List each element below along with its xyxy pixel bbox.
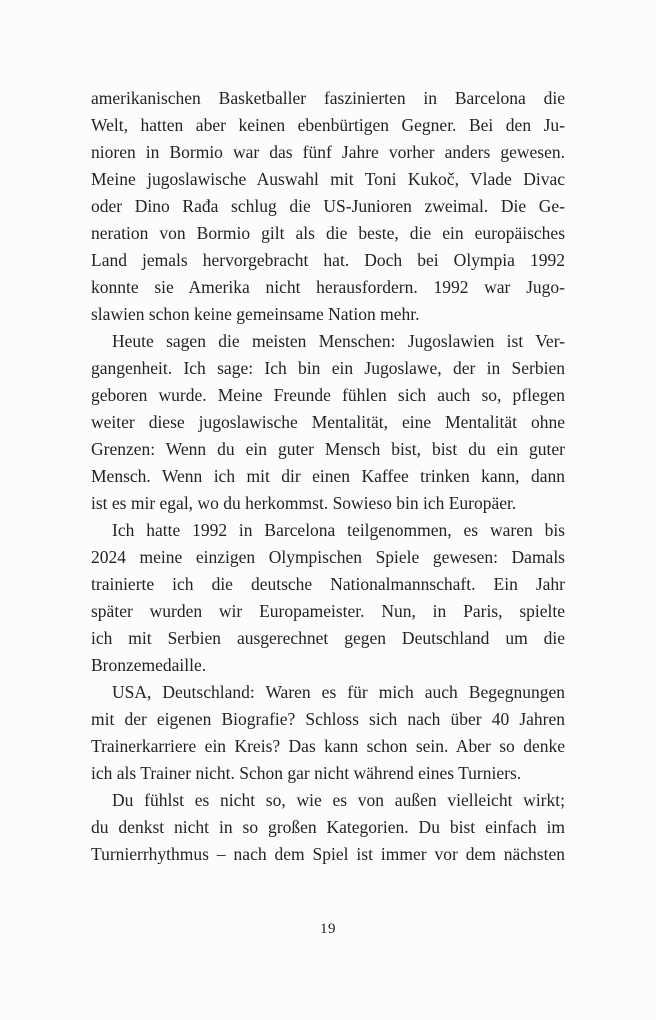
text-line: Grenzen: Wenn du ein guter Mensch bist, bist du ein guter	[91, 439, 565, 459]
text-line: trainierte ich die deutsche Nationalmannschaft. Ein Jahr	[91, 574, 565, 594]
text-line: mit der eigenen Biografie? Schloss sich nach über 40 Jahren	[91, 709, 565, 729]
text-line: ich als Trainer nicht. Schon gar nicht während eines Turniers.	[91, 763, 522, 783]
text-line: du denkst nicht in so großen Kategorien. Du bist einfach im	[91, 817, 565, 837]
text-line: slawien schon keine gemeinsame Nation mehr.	[91, 304, 420, 324]
text-line: ich mit Serbien ausgerechnet gegen Deutschland um die	[91, 628, 565, 648]
text-line: oder Dino Rađa schlug die US-Junioren zweimal. Die Ge-	[91, 196, 565, 216]
text-line: ist es mir egal, wo du herkommst. Sowieso bin ich Europäer.	[91, 493, 517, 513]
text-line: Bronzemedaille.	[91, 655, 207, 675]
text-line: amerikanischen Basketballer faszinierten in Barcelona die	[91, 88, 565, 108]
text-line: Mensch. Wenn ich mit dir einen Kaffee trinken kann, dann	[91, 466, 565, 486]
text-line: nioren in Bormio war das fünf Jahre vorher anders gewesen.	[91, 142, 565, 162]
text-line: geboren wurde. Meine Freunde fühlen sich auch so, pflegen	[91, 385, 565, 405]
text-line: später wurden wir Europameister. Nun, in Paris, spielte	[91, 601, 565, 621]
text-line: USA, Deutschland: Waren es für mich auch Begegnungen	[112, 682, 565, 702]
text-line: Welt, hatten aber keinen ebenbürtigen Gegner. Bei den Ju-	[91, 115, 565, 135]
text-line: 2024 meine einzigen Olympischen Spiele gewesen: Damals	[91, 547, 565, 567]
text-line: Land jemals hervorgebracht hat. Doch bei Olympia 1992	[91, 250, 565, 270]
text-line: Du fühlst es nicht so, wie es von außen vielleicht wirkt;	[112, 790, 565, 810]
text-line: Turnierrhythmus – nach dem Spiel ist immer vor dem nächsten	[91, 844, 565, 864]
page-number: 19	[320, 921, 336, 937]
text-line: Meine jugoslawische Auswahl mit Toni Kukoč, Vlade Divac	[91, 169, 565, 189]
text-line: neration von Bormio gilt als die beste, die ein europäisches	[91, 223, 565, 243]
text-line: Trainerkarriere ein Kreis? Das kann schon sein. Aber so denke	[91, 736, 565, 756]
text-line: gangenheit. Ich sage: Ich bin ein Jugoslawe, der in Serbien	[91, 358, 565, 378]
text-line: konnte sie Amerika nicht herausfordern. 1992 war Jugo-	[91, 277, 565, 297]
page-text	[91, 85, 565, 868]
text-line: weiter diese jugoslawische Mentalität, eine Mentalität ohne	[91, 412, 565, 432]
text-line: Ich hatte 1992 in Barcelona teilgenommen, es waren bis	[112, 520, 565, 540]
text-line: Heute sagen die meisten Menschen: Jugoslawien ist Ver-	[112, 331, 565, 351]
